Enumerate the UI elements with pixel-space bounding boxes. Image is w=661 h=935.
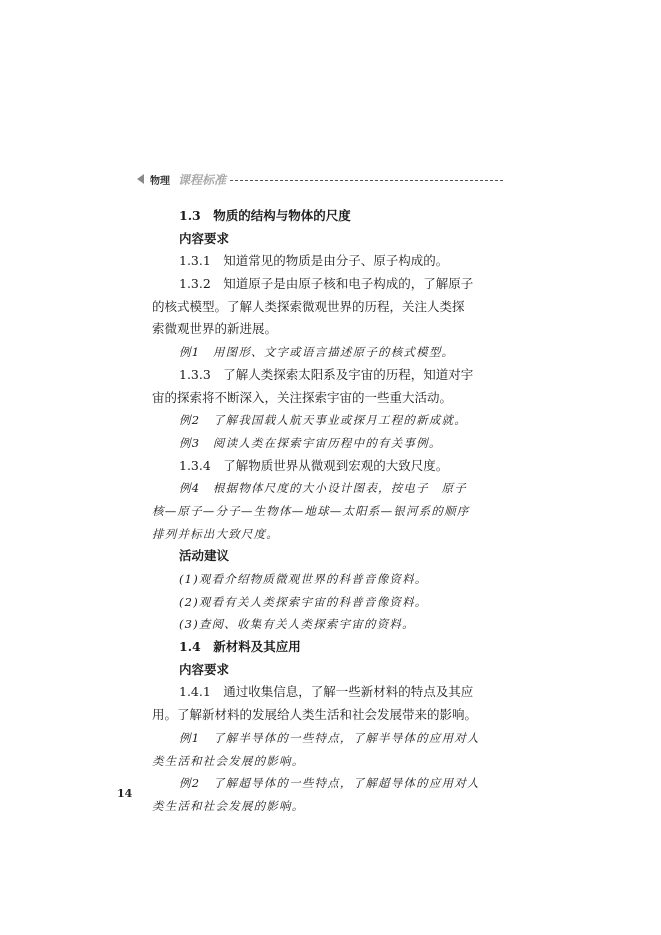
text-line: 排列并标出大致尺度。 <box>152 526 279 541</box>
text-line: 核—原子—分子—生物体—地球—太阳系—银河系的顺序 <box>152 503 470 518</box>
text-line: (3)查阅、收集有关人类探索宇宙的资料。 <box>179 617 415 632</box>
text-line: (2)观看有关人类探索宇宙的科普音像资料。 <box>179 594 428 609</box>
header-subject: 物理 <box>150 175 170 187</box>
text-line: 用。了解新材料的发展给人类生活和社会发展带来的影响。 <box>152 707 478 723</box>
left-arrow-icon <box>137 174 144 184</box>
header-rule <box>230 180 503 181</box>
text-line: 宙的探索将不断深入，关注探索宇宙的一些重大活动。 <box>152 389 453 405</box>
text-line: 1.3 物质的结构与物体的尺度 <box>179 208 351 223</box>
text-line: 类生活和社会发展的影响。 <box>152 798 305 813</box>
text-line: 1.4 新材料及其应用 <box>179 639 301 655</box>
page-body <box>152 205 502 818</box>
text-line: 1.3.3 了解人类探索太阳系及宇宙的历程，知道对宇 <box>179 366 474 382</box>
text-line: 类生活和社会发展的影响。 <box>152 753 305 768</box>
text-line: 例1 用图形、文字或语言描述原子的核式模型。 <box>179 345 455 360</box>
text-line: 例2 了解超导体的一些特点，了解超导体的应用对人 <box>179 776 480 791</box>
header-series-title: 课程标准 <box>178 172 227 187</box>
text-line: 内容要求 <box>179 230 230 246</box>
text-line: 索微观世界的新进展。 <box>152 321 278 337</box>
text-line: 内容要求 <box>179 661 230 677</box>
text-line: 1.4.1 通过收集信息，了解一些新材料的特点及其应 <box>179 684 474 700</box>
text-line: 例3 阅读人类在探索宇宙历程中的有关事例。 <box>179 435 442 450</box>
text-line: (1)观看介绍物质微观世界的科普音像资料。 <box>179 572 428 586</box>
text-line: 例4 根据物体尺度的大小设计图表，按电子 原子 <box>179 481 467 496</box>
text-line: 活动建议 <box>179 548 230 564</box>
text-line: 例2 了解我国载人航天事业或探月工程的新成就。 <box>179 413 467 428</box>
text-line: 1.3.2 知道原子是由原子核和电子构成的，了解原子 <box>179 276 474 292</box>
running-header <box>137 171 503 187</box>
text-line: 例1 了解半导体的一些特点，了解半导体的应用对人 <box>179 730 480 745</box>
page-number: 14 <box>117 787 133 800</box>
text-line: 的核式模型。了解人类探索微观世界的历程，关注人类探 <box>152 298 465 314</box>
text-line: 1.3.4 了解物质世界从微观到宏观的大致尺度。 <box>179 457 449 473</box>
text-line: 1.3.1 知道常见的物质是由分子、原子构成的。 <box>179 253 449 269</box>
